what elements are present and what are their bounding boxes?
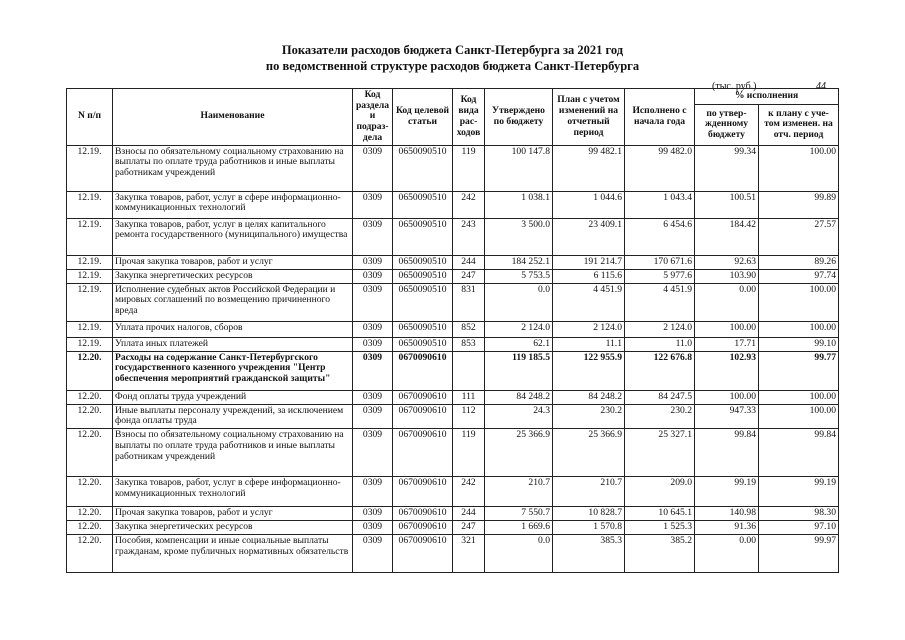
row-executed: 170 671.6 — [625, 255, 695, 269]
row-percent-approved: 184.42 — [695, 218, 759, 255]
row-percent-plan: 99.10 — [759, 337, 839, 351]
row-target-code: 0650090510 — [393, 218, 453, 255]
table-row — [67, 321, 839, 337]
row-number: 12.20. — [67, 351, 113, 390]
row-percent-plan: 99.97 — [759, 535, 839, 573]
row-plan: 11.1 — [553, 337, 625, 351]
row-plan: 23 409.1 — [553, 218, 625, 255]
row-name: Уплата иных платежей — [113, 337, 353, 351]
row-type-code: 244 — [453, 255, 485, 269]
row-number: 12.20. — [67, 477, 113, 507]
table-row — [67, 404, 839, 428]
row-name: Закупка товаров, работ, услуг в сфере информационно-коммуникационных технологий — [113, 477, 353, 507]
row-approved: 0.0 — [485, 283, 553, 321]
row-section-code: 0309 — [353, 535, 393, 573]
row-executed: 5 977.6 — [625, 269, 695, 283]
row-percent-plan: 99.19 — [759, 477, 839, 507]
row-plan: 99 482.1 — [553, 145, 625, 191]
row-executed: 385.2 — [625, 535, 695, 573]
row-name: Пособия, компенсации и иные социальные выплаты гражданам, кроме публичных нормативных обязательств — [113, 535, 353, 573]
row-type-code: 112 — [453, 404, 485, 428]
table-row — [67, 507, 839, 521]
table-body — [67, 145, 839, 572]
row-number: 12.20. — [67, 535, 113, 573]
row-approved: 210.7 — [485, 477, 553, 507]
row-type-code: 242 — [453, 191, 485, 218]
row-type-code: 852 — [453, 321, 485, 337]
row-approved: 5 753.5 — [485, 269, 553, 283]
row-percent-approved: 99.19 — [695, 477, 759, 507]
row-type-code: 111 — [453, 390, 485, 404]
row-section-code: 0309 — [353, 255, 393, 269]
row-percent-approved: 947.33 — [695, 404, 759, 428]
row-plan: 25 366.9 — [553, 429, 625, 477]
row-approved: 2 124.0 — [485, 321, 553, 337]
row-type-code: 119 — [453, 145, 485, 191]
row-executed: 2 124.0 — [625, 321, 695, 337]
page-number: 44 — [816, 81, 826, 92]
row-name: Исполнение судебных актов Российской Федерации и мировых соглашений по возмещению причиненного вреда — [113, 283, 353, 321]
row-number: 12.19. — [67, 337, 113, 351]
row-approved: 84 248.2 — [485, 390, 553, 404]
row-approved: 1 669.6 — [485, 521, 553, 535]
row-percent-approved: 140.98 — [695, 507, 759, 521]
row-section-code: 0309 — [353, 351, 393, 390]
row-target-code: 0670090610 — [393, 507, 453, 521]
table-row — [67, 218, 839, 255]
row-target-code: 0670090610 — [393, 535, 453, 573]
header-name: Наименование — [113, 89, 353, 146]
document-title-line-2: по ведомственной структуре расходов бюджета Санкт-Петербурга — [265, 59, 640, 73]
row-target-code: 0650090510 — [393, 255, 453, 269]
header-section-code: Код раздела и подраз-дела — [353, 89, 393, 146]
row-executed: 84 247.5 — [625, 390, 695, 404]
row-percent-approved: 0.00 — [695, 283, 759, 321]
row-type-code: 242 — [453, 477, 485, 507]
row-executed: 1 525.3 — [625, 521, 695, 535]
row-plan: 2 124.0 — [553, 321, 625, 337]
row-name: Закупка энергетических ресурсов — [113, 521, 353, 535]
row-target-code: 0670090610 — [393, 429, 453, 477]
table-row — [67, 429, 839, 477]
row-percent-plan: 27.57 — [759, 218, 839, 255]
row-number: 12.20. — [67, 404, 113, 428]
row-executed: 4 451.9 — [625, 283, 695, 321]
units-label: (тыс. руб.) — [712, 81, 757, 92]
row-target-code: 0670090610 — [393, 521, 453, 535]
row-executed: 11.0 — [625, 337, 695, 351]
row-plan: 84 248.2 — [553, 390, 625, 404]
row-number: 12.20. — [67, 507, 113, 521]
row-percent-approved: 103.90 — [695, 269, 759, 283]
row-percent-approved: 92.63 — [695, 255, 759, 269]
row-percent-plan: 97.74 — [759, 269, 839, 283]
table-row — [67, 269, 839, 283]
row-name: Закупка товаров, работ, услуг в целях капитального ремонта государственного (муниципального) имущества — [113, 218, 353, 255]
header-num: N п/п — [67, 89, 113, 146]
header-approved: Утверждено по бюджету — [485, 89, 553, 146]
row-executed: 25 327.1 — [625, 429, 695, 477]
row-executed: 1 043.4 — [625, 191, 695, 218]
table-row — [67, 145, 839, 191]
row-number: 12.20. — [67, 429, 113, 477]
row-percent-plan: 98.30 — [759, 507, 839, 521]
row-percent-approved: 100.00 — [695, 321, 759, 337]
row-name: Взносы по обязательному социальному страхованию на выплаты по оплате труда работников и иные выплаты работникам учреждений — [113, 429, 353, 477]
row-approved: 62.1 — [485, 337, 553, 351]
row-number: 12.19. — [67, 269, 113, 283]
row-name: Иные выплаты персоналу учреждений, за исключением фонда оплаты труда — [113, 404, 353, 428]
row-approved: 0.0 — [485, 535, 553, 573]
header-execution-percent: % исполнения — [695, 89, 839, 105]
table-row — [67, 337, 839, 351]
row-name: Фонд оплаты труда учреждений — [113, 390, 353, 404]
row-name: Прочая закупка товаров, работ и услуг — [113, 255, 353, 269]
header-target-code: Код целевой статьи — [393, 89, 453, 146]
row-percent-approved: 100.51 — [695, 191, 759, 218]
row-percent-approved: 91.36 — [695, 521, 759, 535]
row-name: Уплата прочих налогов, сборов — [113, 321, 353, 337]
row-section-code: 0309 — [353, 404, 393, 428]
row-percent-approved: 17.71 — [695, 337, 759, 351]
row-number: 12.19. — [67, 321, 113, 337]
row-approved: 1 038.1 — [485, 191, 553, 218]
row-number: 12.19. — [67, 283, 113, 321]
header-percent-plan: к плану с уче-том изменен. на отч. период — [759, 104, 839, 145]
row-number: 12.19. — [67, 145, 113, 191]
row-percent-plan: 100.00 — [759, 145, 839, 191]
row-percent-plan: 99.84 — [759, 429, 839, 477]
row-type-code: 831 — [453, 283, 485, 321]
row-type-code — [453, 351, 485, 390]
row-executed: 10 645.1 — [625, 507, 695, 521]
row-percent-plan: 100.00 — [759, 390, 839, 404]
row-type-code: 244 — [453, 507, 485, 521]
row-percent-plan: 99.77 — [759, 351, 839, 390]
row-type-code: 853 — [453, 337, 485, 351]
row-plan: 191 214.7 — [553, 255, 625, 269]
row-percent-approved: 99.84 — [695, 429, 759, 477]
row-target-code: 0650090510 — [393, 269, 453, 283]
row-name: Закупка товаров, работ, услуг в сфере информационно-коммуникационных технологий — [113, 191, 353, 218]
row-percent-approved: 99.34 — [695, 145, 759, 191]
row-target-code: 0650090510 — [393, 283, 453, 321]
row-percent-plan: 100.00 — [759, 321, 839, 337]
row-percent-plan: 100.00 — [759, 283, 839, 321]
row-target-code: 0650090510 — [393, 191, 453, 218]
row-type-code: 247 — [453, 269, 485, 283]
header-plan: План с учетом изменений на отчетный период — [553, 89, 625, 146]
document-title-line-1: Показатели расходов бюджета Санкт-Петербурга за 2021 год — [281, 43, 624, 57]
row-section-code: 0309 — [353, 429, 393, 477]
row-type-code: 119 — [453, 429, 485, 477]
row-percent-approved: 100.00 — [695, 390, 759, 404]
row-number: 12.19. — [67, 218, 113, 255]
table-row — [67, 351, 839, 390]
row-percent-approved: 0.00 — [695, 535, 759, 573]
row-plan: 4 451.9 — [553, 283, 625, 321]
row-percent-plan: 97.10 — [759, 521, 839, 535]
row-plan: 230.2 — [553, 404, 625, 428]
row-target-code: 0670090610 — [393, 404, 453, 428]
table-row — [67, 390, 839, 404]
row-target-code: 0670090610 — [393, 351, 453, 390]
row-target-code: 0650090510 — [393, 337, 453, 351]
row-number: 12.19. — [67, 191, 113, 218]
row-plan: 10 828.7 — [553, 507, 625, 521]
row-executed: 6 454.6 — [625, 218, 695, 255]
row-approved: 100 147.8 — [485, 145, 553, 191]
row-type-code: 321 — [453, 535, 485, 573]
row-section-code: 0309 — [353, 477, 393, 507]
row-section-code: 0309 — [353, 269, 393, 283]
row-section-code: 0309 — [353, 283, 393, 321]
row-section-code: 0309 — [353, 321, 393, 337]
header-executed: Исполнено с начала года — [625, 89, 695, 146]
row-target-code: 0670090610 — [393, 390, 453, 404]
row-number: 12.19. — [67, 255, 113, 269]
row-name: Взносы по обязательному социальному страхованию на выплаты по оплате труда работников и иные выплаты работникам учреждений — [113, 145, 353, 191]
row-approved: 7 550.7 — [485, 507, 553, 521]
row-section-code: 0309 — [353, 218, 393, 255]
row-type-code: 243 — [453, 218, 485, 255]
row-section-code: 0309 — [353, 191, 393, 218]
row-executed: 99 482.0 — [625, 145, 695, 191]
row-plan: 6 115.6 — [553, 269, 625, 283]
row-percent-plan: 100.00 — [759, 404, 839, 428]
row-plan: 1 570.8 — [553, 521, 625, 535]
row-executed: 230.2 — [625, 404, 695, 428]
row-percent-plan: 99.89 — [759, 191, 839, 218]
table-row — [67, 255, 839, 269]
row-section-code: 0309 — [353, 337, 393, 351]
row-plan: 122 955.9 — [553, 351, 625, 390]
row-type-code: 247 — [453, 521, 485, 535]
row-approved: 184 252.1 — [485, 255, 553, 269]
header-percent-approved: по утвер-жденному бюджету — [695, 104, 759, 145]
row-percent-plan: 89.26 — [759, 255, 839, 269]
row-percent-approved: 102.93 — [695, 351, 759, 390]
row-executed: 122 676.8 — [625, 351, 695, 390]
row-section-code: 0309 — [353, 145, 393, 191]
table-row — [67, 535, 839, 573]
row-target-code: 0670090610 — [393, 477, 453, 507]
header-type-code: Код вида рас-ходов — [453, 89, 485, 146]
row-number: 12.20. — [67, 521, 113, 535]
row-approved: 25 366.9 — [485, 429, 553, 477]
table-row — [67, 191, 839, 218]
row-approved: 3 500.0 — [485, 218, 553, 255]
row-plan: 210.7 — [553, 477, 625, 507]
row-name: Прочая закупка товаров, работ и услуг — [113, 507, 353, 521]
row-target-code: 0650090510 — [393, 321, 453, 337]
row-plan: 385.3 — [553, 535, 625, 573]
row-name: Закупка энергетических ресурсов — [113, 269, 353, 283]
table-row — [67, 521, 839, 535]
row-executed: 209.0 — [625, 477, 695, 507]
row-plan: 1 044.6 — [553, 191, 625, 218]
table-row — [67, 283, 839, 321]
expenditure-table — [66, 88, 839, 573]
row-number: 12.20. — [67, 390, 113, 404]
row-approved: 119 185.5 — [485, 351, 553, 390]
table-row — [67, 477, 839, 507]
row-target-code: 0650090510 — [393, 145, 453, 191]
row-section-code: 0309 — [353, 521, 393, 535]
row-name: Расходы на содержание Санкт-Петербургского государственного казенного учреждения "Центр обеспечения мероприятий гражданской защиты" — [113, 351, 353, 390]
row-section-code: 0309 — [353, 390, 393, 404]
row-approved: 24.3 — [485, 404, 553, 428]
row-section-code: 0309 — [353, 507, 393, 521]
